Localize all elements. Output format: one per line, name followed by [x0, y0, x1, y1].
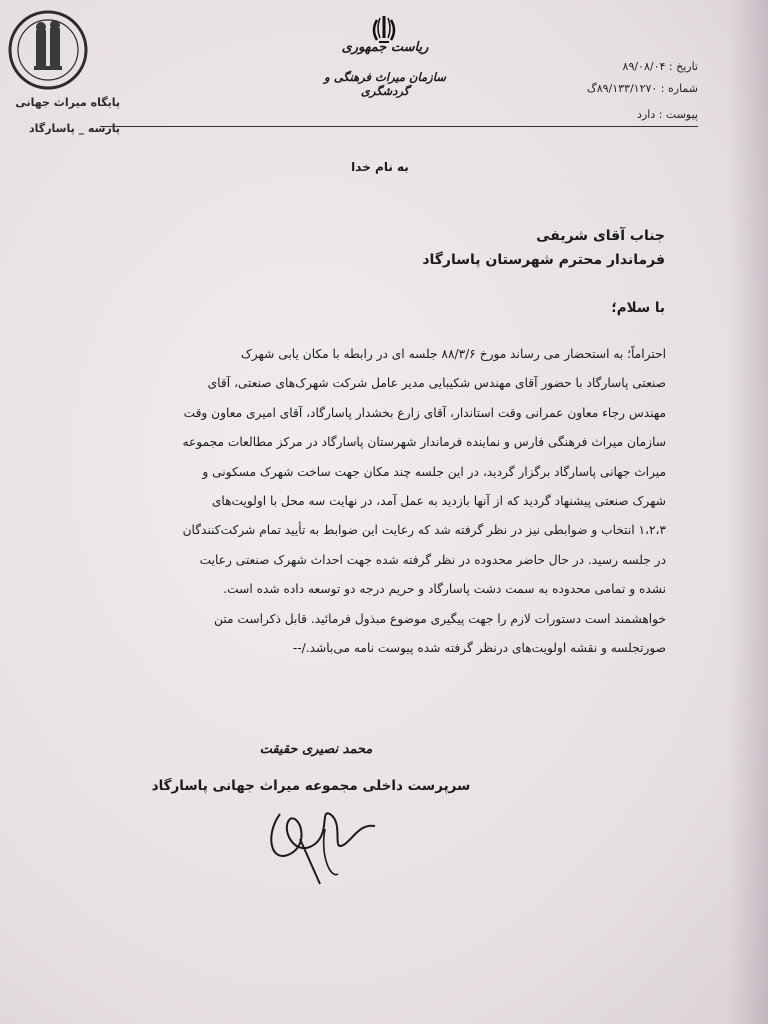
presidency-heading: ریاست جمهوری [341, 40, 429, 55]
body-line: احتراماً؛ به استحضار می رساند مورخ ۸۸/۳/۶ جلسه ای در رابطه با مکان یابی شهرک [240, 347, 666, 361]
letter-number: شماره : ۸۹/۱۳۳/۱۲۷۰گ [586, 82, 698, 95]
basmala: به نام خدا [351, 160, 409, 174]
body-line: شهرک صنعتی پیشنهاد گردید که از آنها بازدید به عمل آمد، در نهایت سه محل با اولویت‌های [211, 493, 666, 508]
organization-heading: سازمان میراث فرهنگی و گردشگری [324, 70, 446, 98]
salutation: با سلام؛ [611, 300, 665, 316]
signer-name: محمد نصیری حقیقت [259, 742, 373, 757]
stamp-label-line1: پایگاه میراث جهانی [15, 96, 120, 109]
body-line: نشده و تمامی محدوده به سمت دشت پاسارگاد و حریم درجه دو توسعه داده شده است. [223, 582, 666, 597]
signer-title: سرپرست داخلی مجموعه میراث جهانی پاسارگاد [151, 778, 471, 794]
letter-body [76, 340, 666, 663]
body-line: میراث جهانی پاسارگاد برگزار گردید، در این جلسه چند مکان جهت ساخت شهرک مسکونی و [202, 464, 666, 479]
body-line: سازمان میراث فرهنگی فارس و نماینده فرماندار شهرستان پاسارگاد در مرکز مطالعات مجموعه [182, 435, 666, 450]
body-line: صورتجلسه و نقشه اولویت‌های درنظر گرفته شده پیوست نامه می‌باشد./-- [292, 640, 666, 655]
letter-date: تاریخ : ۸۹/۰۸/۰۴ [622, 60, 698, 73]
body-line: صنعتی پاسارگاد با حضور آقای مهندس شکیبایی مدیر عامل شرکت شهرک‌های صنعتی، آقای [207, 376, 666, 391]
handwritten-signature [260, 784, 390, 894]
body-line: مهندس رجاء معاون عمرانی وقت استاندار، آقای زارع بخشدار پاسارگاد، آقای امیری معاون وقت [183, 405, 666, 420]
seal-stamp-icon [6, 8, 90, 92]
header-divider [100, 126, 698, 127]
page-shadow [728, 0, 768, 1024]
recipient-title: فرماندار محترم شهرستان پاسارگاد [422, 252, 665, 268]
body-line: در جلسه رسید. در حال حاضر محدوده در نظر گرفته شده جهت احداث شهرک صنعتی رعایت [199, 552, 666, 567]
recipient-name: جناب آقای شریفی [536, 228, 665, 244]
body-line: ۱،۲،۳ انتخاب و ضوابطی نیز در نظر گرفته شد که رعایت این ضوابط به تأیید تمام شرکت‌کنندگان [182, 523, 666, 538]
body-line: خواهشمند است دستورات لازم را جهت پیگیری موضوع مبذول فرمائید. قابل ذکراست متن [214, 611, 666, 626]
stamp-label-line2: پارسه _ پاسارگاد [29, 122, 120, 135]
letter-attachment: پیوست : دارد [637, 108, 698, 121]
